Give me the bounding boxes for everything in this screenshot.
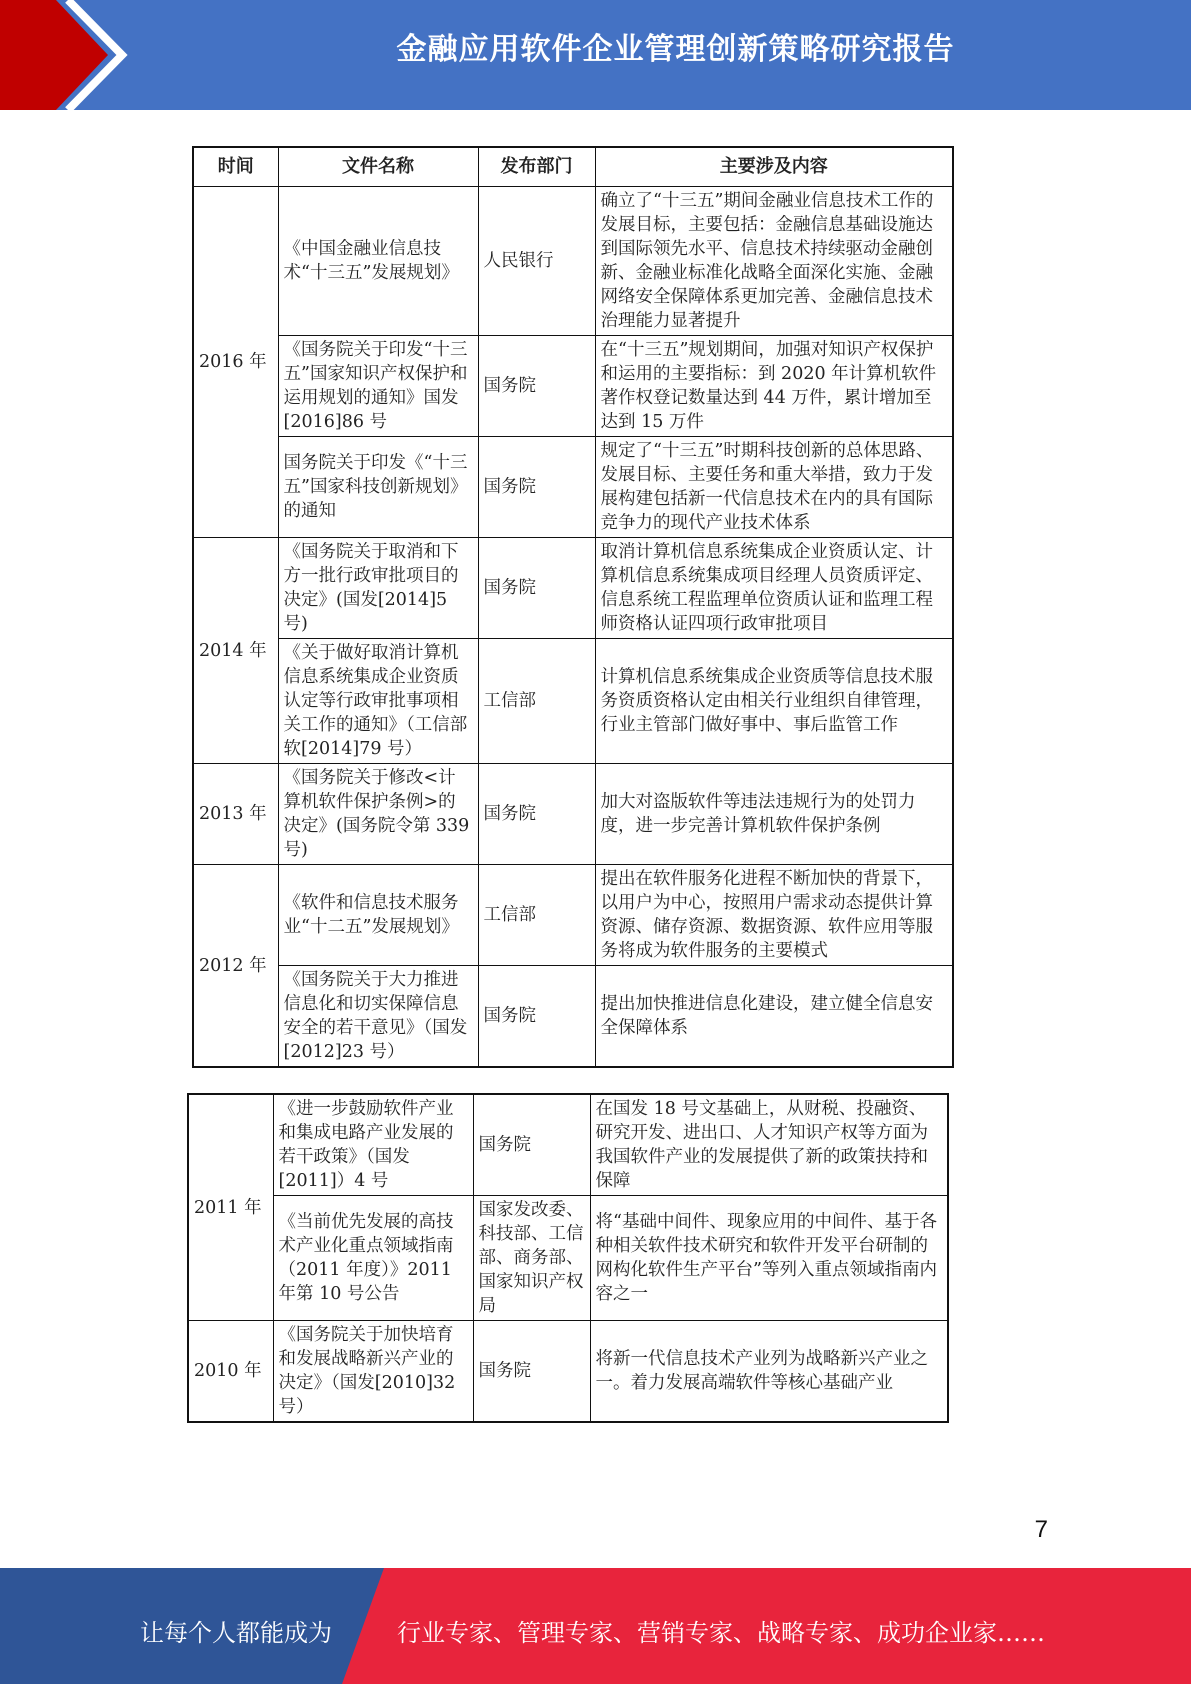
document-cell: 《当前优先发展的高技术产业化重点领域指南（2011 年度）》2011 年第 10 号公告 <box>273 1196 473 1321</box>
department-cell: 国务院 <box>473 1094 590 1196</box>
document-cell: 《进一步鼓励软件产业和集成电路产业发展的若干政策》（国发[2011]）4 号 <box>273 1094 473 1196</box>
document-cell: 《软件和信息技术服务业“十二五”发展规划》 <box>278 865 478 966</box>
department-cell: 国家发改委、科技部、工信部、商务部、国家知识产权局 <box>473 1196 590 1321</box>
content-cell: 加大对盗版软件等违法违规行为的处罚力度，进一步完善计算机软件保护条例 <box>595 764 953 865</box>
page-header <box>0 0 1191 110</box>
table-header-row <box>193 147 953 187</box>
department-cell: 人民银行 <box>478 187 595 336</box>
document-cell: 国务院关于印发《“十三五”国家科技创新规划》的通知 <box>278 437 478 538</box>
content-cell: 计算机信息系统集成企业资质等信息技术服务资质资格认定由相关行业组织自律管理，行业主管部门做好事中、事后监管工作 <box>595 639 953 764</box>
column-header-document: 文件名称 <box>278 147 478 187</box>
table-row <box>193 865 953 966</box>
table-row <box>193 966 953 1068</box>
report-title: 金融应用软件企业管理创新策略研究报告 <box>396 32 955 67</box>
table-row <box>193 764 953 865</box>
policy-table <box>192 146 954 1068</box>
document-cell: 《国务院关于印发“十三五”国家知识产权保护和运用规划的通知》国发[2016]86 号 <box>278 336 478 437</box>
content-cell: 提出在软件服务化进程不断加快的背景下，以用户为中心，按照用户需求动态提供计算资源、储存资源、数据资源、软件应用等服务将成为软件服务的主要模式 <box>595 865 953 966</box>
content-cell: 将新一代信息技术产业列为战略新兴产业之一。着力发展高端软件等核心基础产业 <box>590 1321 948 1423</box>
department-cell: 工信部 <box>478 865 595 966</box>
department-cell: 国务院 <box>478 764 595 865</box>
footer-slogan-right: 行业专家、管理专家、营销专家、战略专家、成功企业家…… <box>397 1619 1045 1647</box>
content-cell: 提出加快推进信息化建设，建立健全信息安全保障体系 <box>595 966 953 1068</box>
column-header-department: 发布部门 <box>478 147 595 187</box>
content-cell: 在国发 18 号文基础上，从财税、投融资、研究开发、进出口、人才知识产权等方面为我国软件产业的发展提供了新的政策扶持和保障 <box>590 1094 948 1196</box>
document-cell: 《国务院关于取消和下方一批行政审批项目的决定》(国发[2014]5 号) <box>278 538 478 639</box>
content-cell: 取消计算机信息系统集成企业资质认定、计算机信息系统集成项目经理人员资质评定、信息系统工程监理单位资质认证和监理工程师资格认证四项行政审批项目 <box>595 538 953 639</box>
table-row <box>188 1321 948 1423</box>
department-cell: 国务院 <box>478 336 595 437</box>
year-cell: 2010 年 <box>188 1321 273 1423</box>
policy-table-continued <box>187 1093 949 1423</box>
table-row <box>188 1094 948 1196</box>
page-number: 7 <box>1034 1516 1048 1543</box>
table-row <box>193 538 953 639</box>
year-cell: 2011 年 <box>188 1094 273 1321</box>
table-row <box>193 187 953 336</box>
year-cell: 2016 年 <box>193 187 278 538</box>
content-cell: 确立了“十三五”期间金融业信息技术工作的发展目标，主要包括：金融信息基础设施达到国际领先水平、信息技术持续驱动金融创新、金融业标准化战略全面深化实施、金融网络安全保障体系更加完善、金融信息技术治理能力显著提升 <box>595 187 953 336</box>
document-cell: 《关于做好取消计算机信息系统集成企业资质认定等行政审批事项相关工作的通知》（工信部软[2014]79 号） <box>278 639 478 764</box>
content-cell: 将“基础中间件、现象应用的中间件、基于各种相关软件技术研究和软件开发平台研制的网构化软件生产平台”等列入重点领域指南内容之一 <box>590 1196 948 1321</box>
document-cell: 《国务院关于加快培育和发展战略新兴产业的决定》（国发[2010]32 号） <box>273 1321 473 1423</box>
table-row <box>188 1196 948 1321</box>
table-row <box>193 437 953 538</box>
table-row <box>193 336 953 437</box>
department-cell: 工信部 <box>478 639 595 764</box>
department-cell: 国务院 <box>478 966 595 1068</box>
content-cell: 规定了“十三五”时期科技创新的总体思路、发展目标、主要任务和重大举措，致力于发展构建包括新一代信息技术在内的具有国际竞争力的现代产业技术体系 <box>595 437 953 538</box>
document-cell: 《国务院关于大力推进信息化和切实保障信息安全的若干意见》（国发[2012]23 号） <box>278 966 478 1068</box>
department-cell: 国务院 <box>473 1321 590 1423</box>
content-cell: 在“十三五”规划期间，加强对知识产权保护和运用的主要指标：到 2020 年计算机软件著作权登记数量达到 44 万件，累计增加至达到 15 万件 <box>595 336 953 437</box>
footer-slogan-left: 让每个人都能成为 <box>140 1619 332 1647</box>
year-cell: 2012 年 <box>193 865 278 1068</box>
year-cell: 2014 年 <box>193 538 278 764</box>
document-cell: 《国务院关于修改<计算机软件保护条例>的决定》(国务院令第 339 号) <box>278 764 478 865</box>
year-cell: 2013 年 <box>193 764 278 865</box>
department-cell: 国务院 <box>478 538 595 639</box>
table-row <box>193 639 953 764</box>
document-cell: 《中国金融业信息技术“十三五”发展规划》 <box>278 187 478 336</box>
department-cell: 国务院 <box>478 437 595 538</box>
column-header-content: 主要涉及内容 <box>595 147 953 187</box>
column-header-time: 时间 <box>193 147 278 187</box>
